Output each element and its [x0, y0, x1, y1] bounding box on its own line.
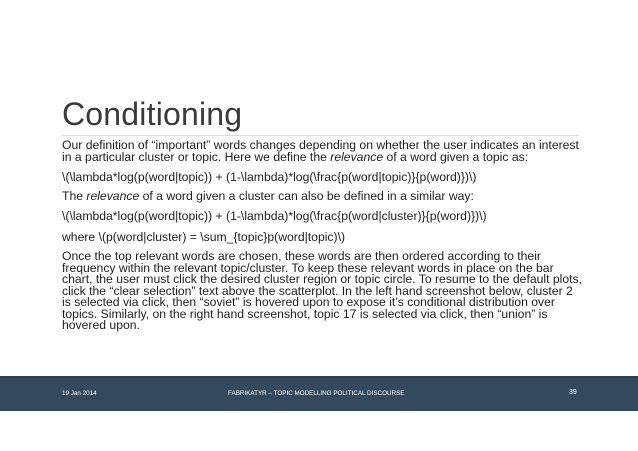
paragraph-text: The — [62, 189, 87, 203]
body-paragraph-ordering: Once the top relevant words are chosen, these words are then ordered according to their frequency within the relevant topic/cluster. To keep these relevant words in place on the bar chart, the user must click the desired cluster region or topic circle. To resume to the default plots, click the “clear selection” text above the scatterplot. In the left hand screenshot below, cluster 2 is selected via click, then “soviet” is hovered upon to expose it’s conditional distribution over topics. Similarly, on the right hand screenshot, topic 17 is selected via click, then “union” is hovered upon. — [62, 249, 583, 332]
footer-title: FABRIKATYR – TOPIC MODELLING POLITICAL DISCOURSE — [228, 390, 405, 397]
title-divider — [62, 135, 579, 136]
body-paragraph-definition — [62, 140, 582, 163]
emphasis-relevance: relevance — [86, 189, 140, 203]
emphasis-relevance: relevance — [330, 149, 384, 164]
slide-title: Conditioning — [62, 96, 243, 132]
formula-cluster-probability: where \(p(word|cluster) = \sum_{topic}p(word|topic)\) — [62, 229, 346, 244]
formula-cluster-relevance: \(\lambda*log(p(word|topic)) + (1-\lambda)*log(\frac{p(word|cluster)}{p(word)})\) — [62, 209, 487, 223]
paragraph-text: Our definition of “important” words changes depending on whether the user indicates an interest in a particular cluster or topic. Here we define the — [62, 138, 579, 164]
page-number: 39 — [569, 389, 577, 396]
body-paragraph-cluster — [62, 191, 582, 203]
slide-body — [62, 140, 582, 339]
paragraph-text: of a word given a cluster can also be defined in a similar way: — [139, 189, 474, 203]
formula-topic-relevance: \(\lambda*log(p(word|topic)) + (1-\lambda)*log(\frac{p(word|topic)}{p(word)})\) — [62, 169, 477, 184]
footer-date: 19 Jan 2014 — [62, 390, 97, 397]
paragraph-text: of a word given a topic as: — [383, 149, 529, 164]
